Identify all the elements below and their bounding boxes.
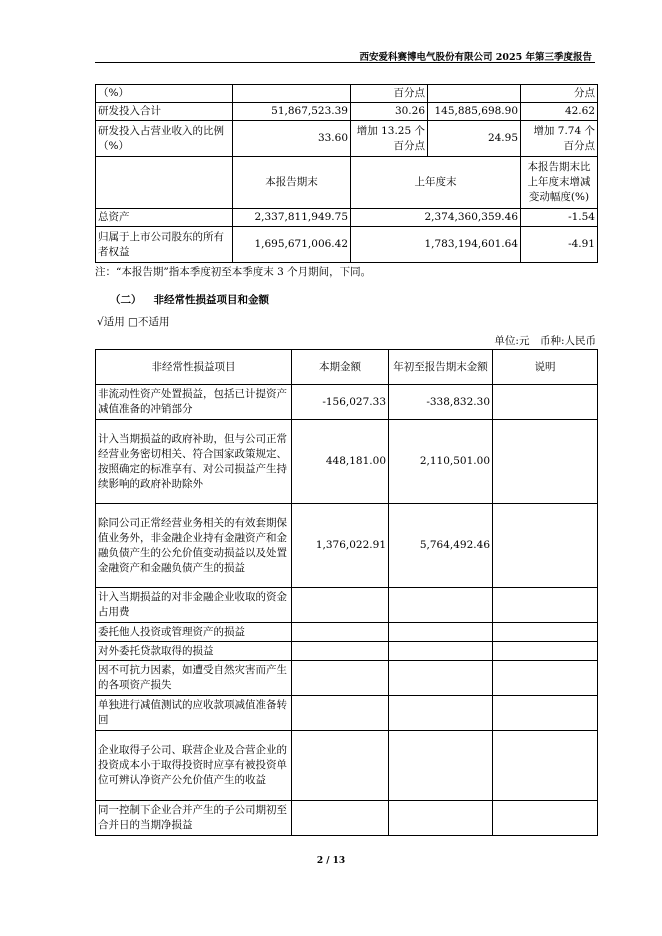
table-cell (389, 731, 493, 801)
table-cell: 增加 7.74 个百分点 (521, 121, 598, 157)
table-header-row (96, 157, 598, 209)
table-header-row (96, 350, 598, 385)
table-cell: 单独进行减值测试的应收款项减值准备转回 (96, 696, 292, 731)
table-header-cell: 说明 (493, 350, 598, 385)
table-cell (292, 696, 389, 731)
table-cell: 24.95 (428, 121, 521, 157)
table-cell (389, 588, 493, 623)
table-cell: 2,337,811,949.75 (233, 209, 351, 227)
table-cell (292, 731, 389, 801)
table-cell (292, 588, 389, 623)
section-heading (110, 292, 269, 307)
table-cell: 百分点 (351, 85, 428, 103)
section-title: 非经常性损益项目和金额 (153, 294, 269, 306)
table-cell (389, 623, 493, 642)
table-cell (493, 420, 598, 504)
table-cell (493, 801, 598, 836)
table-cell: 因不可抗力因素，如遭受自然灾害而产生的各项资产损失 (96, 661, 292, 696)
table-cell: 归属于上市公司股东的所有者权益 (96, 227, 233, 263)
table-row (96, 209, 598, 227)
page-number: 2 / 13 (316, 856, 346, 866)
table-cell: 51,867,523.39 (233, 103, 351, 121)
table-cell (389, 661, 493, 696)
table-cell: 除同公司正常经营业务相关的有效套期保值业务外，非金融企业持有金融资产和金融负债产生的公允价值变动损益以及处置金融资产和金融负债产生的损益 (96, 504, 292, 588)
table-cell: 计入当期损益的政府补助，但与公司正常经营业务密切相关、符合国家政策规定、按照确定的标准享有、对公司损益产生持续影响的政府补助除外 (96, 420, 292, 504)
table-cell (493, 385, 598, 420)
table-cell (292, 661, 389, 696)
table-header-cell: 非经常性损益项目 (96, 350, 292, 385)
table-cell: 企业取得子公司、联营企业及合营企业的投资成本小于取得投资时应享有被投资单位可辨认净资产公允价值产生的收益 (96, 731, 292, 801)
table-cell (292, 642, 389, 661)
table-cell: 研发投入占营业收入的比例（%） (96, 121, 233, 157)
table-row (96, 588, 598, 623)
table-cell: 2,374,360,359.46 (351, 209, 521, 227)
table-row (96, 696, 598, 731)
table-header-cell: 本报告期末比上年度末增减变动幅度(%) (521, 157, 598, 209)
table-cell (493, 623, 598, 642)
table-cell: -156,027.33 (292, 385, 389, 420)
table-cell: 2,110,501.00 (389, 420, 493, 504)
table-row (96, 642, 598, 661)
table-row (96, 227, 598, 263)
table-cell: 448,181.00 (292, 420, 389, 504)
table-cell (493, 504, 598, 588)
table-cell: 分点 (521, 85, 598, 103)
table-cell: 总资产 (96, 209, 233, 227)
table-cell: 5,764,492.46 (389, 504, 493, 588)
table-row (96, 103, 598, 121)
table-row (96, 801, 598, 836)
table-header-cell: 上年度末 (351, 157, 521, 209)
table-cell (292, 801, 389, 836)
table-cell: -1.54 (521, 209, 598, 227)
table-cell: （%） (96, 85, 233, 103)
table-cell: 研发投入合计 (96, 103, 233, 121)
table-cell (428, 85, 521, 103)
table-cell: 增加 13.25 个百分点 (351, 121, 428, 157)
table-cell: 同一控制下企业合并产生的子公司期初至合并日的当期净损益 (96, 801, 292, 836)
table-row (96, 623, 598, 642)
table-cell: 1,783,194,601.64 (351, 227, 521, 263)
non-recurring-gains-table (95, 349, 598, 836)
table-cell: 1,376,022.91 (292, 504, 389, 588)
table-cell: 30.26 (351, 103, 428, 121)
table-note: 注：“本报告期”指本季度初至本季度末 3 个月期间，下同。 (95, 266, 372, 278)
table-cell (233, 85, 351, 103)
section-number: （二） (110, 294, 142, 306)
table-cell: -4.91 (521, 227, 598, 263)
table-cell (389, 801, 493, 836)
applicable-checkbox-text: √适用 □不适用 (97, 316, 170, 328)
table-cell (389, 696, 493, 731)
page-header: 西安爱科赛博电气股份有限公司 2025 年第三季度报告 (359, 52, 592, 63)
table-cell: 145,885,698.90 (428, 103, 521, 121)
table-cell (292, 623, 389, 642)
table-row (96, 731, 598, 801)
table-row (96, 504, 598, 588)
table-header-cell: 本期金额 (292, 350, 389, 385)
table-cell: 非流动性资产处置损益，包括已计提资产减值准备的冲销部分 (96, 385, 292, 420)
currency-unit: 单位:元 币种:人民币 (494, 335, 596, 347)
table-header-cell: 年初至报告期末金额 (389, 350, 493, 385)
table-row (96, 661, 598, 696)
header-rule (95, 62, 595, 63)
table-cell (493, 642, 598, 661)
table-row (96, 420, 598, 504)
table-header-cell (96, 157, 233, 209)
table-cell (493, 731, 598, 801)
table-cell (389, 642, 493, 661)
table-row (96, 121, 598, 157)
table-cell: -338,832.30 (389, 385, 493, 420)
table-cell: 对外委托贷款取得的损益 (96, 642, 292, 661)
table-cell (493, 588, 598, 623)
table-row (96, 85, 598, 103)
table-cell: 委托他人投资或管理资产的损益 (96, 623, 292, 642)
table-cell (493, 661, 598, 696)
table-cell: 33.60 (233, 121, 351, 157)
table-cell: 42.62 (521, 103, 598, 121)
table-cell: 1,695,671,006.42 (233, 227, 351, 263)
table-cell: 计入当期损益的对非金融企业收取的资金占用费 (96, 588, 292, 623)
rd-and-assets-table (95, 84, 598, 263)
table-header-cell: 本报告期末 (233, 157, 351, 209)
table-cell (493, 696, 598, 731)
table-row (96, 385, 598, 420)
